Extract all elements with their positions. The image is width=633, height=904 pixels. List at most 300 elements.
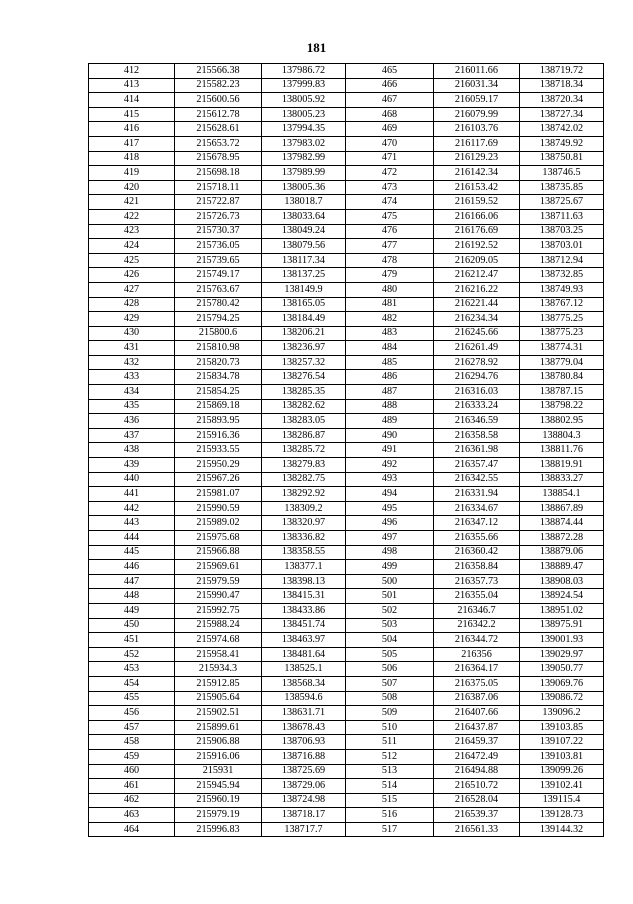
table-cell-y-coordinate: 138908.03 (520, 574, 604, 589)
table-cell-x-coordinate: 215958.41 (175, 647, 262, 662)
table-cell-point-number: 425 (89, 253, 175, 268)
table-cell-point-number: 473 (346, 180, 434, 195)
table-cell-point-number: 422 (89, 209, 175, 224)
table-cell-y-coordinate: 139001.93 (520, 633, 604, 648)
table-cell-y-coordinate: 138924.54 (520, 589, 604, 604)
table-cell-x-coordinate: 215905.64 (175, 691, 262, 706)
table-cell-y-coordinate: 139144.32 (520, 822, 604, 837)
coordinates-table-body (89, 64, 604, 837)
table-cell-x-coordinate: 215854.25 (175, 385, 262, 400)
table-row (89, 531, 604, 546)
table-cell-x-coordinate: 216216.22 (434, 282, 520, 297)
table-cell-point-number: 507 (346, 676, 434, 691)
table-cell-x-coordinate: 215988.24 (175, 618, 262, 633)
table-cell-x-coordinate: 216375.05 (434, 676, 520, 691)
table-cell-y-coordinate: 139107.22 (520, 735, 604, 750)
table-cell-point-number: 428 (89, 297, 175, 312)
table-row (89, 545, 604, 560)
table-cell-y-coordinate: 138463.97 (262, 633, 346, 648)
table-cell-point-number: 443 (89, 516, 175, 531)
table-cell-x-coordinate: 216346.59 (434, 414, 520, 429)
table-cell-y-coordinate: 138798.22 (520, 399, 604, 414)
table-cell-y-coordinate: 138854.1 (520, 487, 604, 502)
table-cell-point-number: 445 (89, 545, 175, 560)
table-cell-x-coordinate: 216539.37 (434, 808, 520, 823)
table-cell-point-number: 469 (346, 122, 434, 137)
table-row (89, 793, 604, 808)
table-row (89, 589, 604, 604)
table-cell-y-coordinate: 138711.63 (520, 209, 604, 224)
table-cell-x-coordinate: 216528.04 (434, 793, 520, 808)
table-cell-x-coordinate: 216347.12 (434, 516, 520, 531)
table-cell-y-coordinate: 139069.76 (520, 676, 604, 691)
table-cell-y-coordinate: 138718.34 (520, 78, 604, 93)
table-cell-y-coordinate: 138703.25 (520, 224, 604, 239)
table-cell-x-coordinate: 215933.55 (175, 443, 262, 458)
table-cell-point-number: 479 (346, 268, 434, 283)
table-cell-point-number: 444 (89, 531, 175, 546)
table-row (89, 355, 604, 370)
table-cell-y-coordinate: 138282.75 (262, 472, 346, 487)
table-cell-y-coordinate: 138774.31 (520, 341, 604, 356)
table-cell-x-coordinate: 216331.94 (434, 487, 520, 502)
table-cell-point-number: 424 (89, 239, 175, 254)
table-cell-x-coordinate: 216437.87 (434, 720, 520, 735)
table-cell-point-number: 437 (89, 428, 175, 443)
table-cell-y-coordinate: 138742.02 (520, 122, 604, 137)
table-cell-x-coordinate: 215820.73 (175, 355, 262, 370)
table-cell-x-coordinate: 216234.34 (434, 312, 520, 327)
table-cell-y-coordinate: 138779.04 (520, 355, 604, 370)
table-cell-y-coordinate: 138725.69 (262, 764, 346, 779)
table-cell-x-coordinate: 216459.37 (434, 735, 520, 750)
table-row (89, 633, 604, 648)
table-cell-y-coordinate: 138678.43 (262, 720, 346, 735)
table-cell-y-coordinate: 138802.95 (520, 414, 604, 429)
table-row (89, 458, 604, 473)
table-cell-y-coordinate: 138746.5 (520, 166, 604, 181)
table-cell-point-number: 491 (346, 443, 434, 458)
table-cell-x-coordinate: 215834.78 (175, 370, 262, 385)
table-cell-x-coordinate: 215726.73 (175, 209, 262, 224)
table-cell-point-number: 492 (346, 458, 434, 473)
table-cell-y-coordinate: 138975.91 (520, 618, 604, 633)
table-cell-point-number: 510 (346, 720, 434, 735)
table-cell-y-coordinate: 138804.3 (520, 428, 604, 443)
table-cell-x-coordinate: 216387.06 (434, 691, 520, 706)
table-row (89, 385, 604, 400)
table-cell-x-coordinate: 215899.61 (175, 720, 262, 735)
table-cell-point-number: 442 (89, 501, 175, 516)
table-cell-y-coordinate: 137994.35 (262, 122, 346, 137)
table-cell-point-number: 461 (89, 779, 175, 794)
table-cell-y-coordinate: 138872.28 (520, 531, 604, 546)
table-row (89, 268, 604, 283)
table-cell-x-coordinate: 216166.06 (434, 209, 520, 224)
table-row (89, 603, 604, 618)
table-cell-x-coordinate: 215996.83 (175, 822, 262, 837)
table-row (89, 195, 604, 210)
table-cell-y-coordinate: 137982.99 (262, 151, 346, 166)
table-cell-point-number: 503 (346, 618, 434, 633)
table-cell-point-number: 452 (89, 647, 175, 662)
table-cell-x-coordinate: 216355.04 (434, 589, 520, 604)
table-cell-point-number: 509 (346, 706, 434, 721)
table-cell-y-coordinate: 138279.83 (262, 458, 346, 473)
table-row (89, 662, 604, 677)
table-cell-point-number: 456 (89, 706, 175, 721)
table-cell-y-coordinate: 138285.35 (262, 385, 346, 400)
table-cell-x-coordinate: 216334.67 (434, 501, 520, 516)
table-cell-point-number: 488 (346, 399, 434, 414)
table-cell-x-coordinate: 216358.58 (434, 428, 520, 443)
table-cell-x-coordinate: 215600.56 (175, 93, 262, 108)
table-cell-y-coordinate: 138787.15 (520, 385, 604, 400)
table-cell-x-coordinate: 215934.3 (175, 662, 262, 677)
table-cell-y-coordinate: 138767.12 (520, 297, 604, 312)
table-cell-x-coordinate: 216342.55 (434, 472, 520, 487)
table-cell-point-number: 446 (89, 560, 175, 575)
table-cell-point-number: 418 (89, 151, 175, 166)
table-row (89, 691, 604, 706)
table-row (89, 676, 604, 691)
table-cell-y-coordinate: 139029.97 (520, 647, 604, 662)
table-row (89, 93, 604, 108)
table-cell-y-coordinate: 138718.17 (262, 808, 346, 823)
table-cell-point-number: 451 (89, 633, 175, 648)
table-row (89, 122, 604, 137)
table-cell-point-number: 502 (346, 603, 434, 618)
table-cell-point-number: 455 (89, 691, 175, 706)
table-cell-x-coordinate: 215902.51 (175, 706, 262, 721)
table-cell-x-coordinate: 215967.26 (175, 472, 262, 487)
table-row (89, 107, 604, 122)
table-cell-y-coordinate: 138720.34 (520, 93, 604, 108)
table-cell-point-number: 498 (346, 545, 434, 560)
table-cell-x-coordinate: 216364.17 (434, 662, 520, 677)
table-cell-y-coordinate: 138719.72 (520, 64, 604, 79)
table-cell-y-coordinate: 139086.72 (520, 691, 604, 706)
table-cell-y-coordinate: 138079.56 (262, 239, 346, 254)
table-cell-x-coordinate: 215974.68 (175, 633, 262, 648)
table-cell-x-coordinate: 215950.29 (175, 458, 262, 473)
table-cell-y-coordinate: 138631.71 (262, 706, 346, 721)
table-cell-point-number: 490 (346, 428, 434, 443)
table-row (89, 618, 604, 633)
table-cell-y-coordinate: 138749.92 (520, 136, 604, 151)
table-cell-x-coordinate: 216346.7 (434, 603, 520, 618)
table-cell-point-number: 467 (346, 93, 434, 108)
table-cell-point-number: 416 (89, 122, 175, 137)
table-cell-y-coordinate: 138703.01 (520, 239, 604, 254)
table-cell-x-coordinate: 216278.92 (434, 355, 520, 370)
table-cell-y-coordinate: 138117.34 (262, 253, 346, 268)
table-cell-point-number: 433 (89, 370, 175, 385)
table-cell-point-number: 421 (89, 195, 175, 210)
table-cell-y-coordinate: 138292.92 (262, 487, 346, 502)
table-row (89, 560, 604, 575)
table-cell-y-coordinate: 138149.9 (262, 282, 346, 297)
table-cell-y-coordinate: 138750.81 (520, 151, 604, 166)
table-cell-x-coordinate: 215975.68 (175, 531, 262, 546)
table-cell-point-number: 449 (89, 603, 175, 618)
table-cell-y-coordinate: 137989.99 (262, 166, 346, 181)
table-cell-point-number: 453 (89, 662, 175, 677)
table-cell-x-coordinate: 216472.49 (434, 749, 520, 764)
table-cell-y-coordinate: 138398.13 (262, 574, 346, 589)
table-cell-y-coordinate: 138775.23 (520, 326, 604, 341)
table-cell-point-number: 419 (89, 166, 175, 181)
table-cell-y-coordinate: 138481.64 (262, 647, 346, 662)
table-cell-y-coordinate: 138819.91 (520, 458, 604, 473)
table-cell-point-number: 432 (89, 355, 175, 370)
table-cell-x-coordinate: 216153.42 (434, 180, 520, 195)
table-cell-y-coordinate: 138283.05 (262, 414, 346, 429)
table-cell-point-number: 441 (89, 487, 175, 502)
table-cell-y-coordinate: 138729.06 (262, 779, 346, 794)
table-cell-x-coordinate: 215794.25 (175, 312, 262, 327)
table-cell-x-coordinate: 216358.84 (434, 560, 520, 575)
table-row (89, 443, 604, 458)
table-cell-point-number: 464 (89, 822, 175, 837)
table-cell-x-coordinate: 216129.23 (434, 151, 520, 166)
table-row (89, 282, 604, 297)
table-cell-y-coordinate: 137983.02 (262, 136, 346, 151)
table-cell-point-number: 413 (89, 78, 175, 93)
table-cell-point-number: 454 (89, 676, 175, 691)
table-cell-x-coordinate: 216079.99 (434, 107, 520, 122)
table-cell-y-coordinate: 139102.41 (520, 779, 604, 794)
table-row (89, 239, 604, 254)
table-cell-y-coordinate: 138257.32 (262, 355, 346, 370)
table-cell-y-coordinate: 138811.76 (520, 443, 604, 458)
page-number: 181 (306, 40, 327, 55)
table-cell-point-number: 463 (89, 808, 175, 823)
table-cell-y-coordinate: 138568.34 (262, 676, 346, 691)
table-cell-point-number: 436 (89, 414, 175, 429)
table-cell-x-coordinate: 216059.17 (434, 93, 520, 108)
table-cell-point-number: 517 (346, 822, 434, 837)
table-cell-x-coordinate: 216360.42 (434, 545, 520, 560)
table-cell-point-number: 476 (346, 224, 434, 239)
table-cell-point-number: 506 (346, 662, 434, 677)
table-cell-y-coordinate: 138358.55 (262, 545, 346, 560)
table-cell-x-coordinate: 215628.61 (175, 122, 262, 137)
table-row (89, 297, 604, 312)
table-cell-point-number: 501 (346, 589, 434, 604)
table-cell-y-coordinate: 138309.2 (262, 501, 346, 516)
table-cell-y-coordinate: 138005.23 (262, 107, 346, 122)
table-cell-x-coordinate: 215960.19 (175, 793, 262, 808)
table-row (89, 574, 604, 589)
table-row (89, 706, 604, 721)
table-cell-point-number: 423 (89, 224, 175, 239)
table-row (89, 487, 604, 502)
table-cell-x-coordinate: 216344.72 (434, 633, 520, 648)
table-cell-y-coordinate: 138285.72 (262, 443, 346, 458)
table-cell-point-number: 426 (89, 268, 175, 283)
table-cell-x-coordinate: 215931 (175, 764, 262, 779)
table-cell-y-coordinate: 138717.7 (262, 822, 346, 837)
table-cell-y-coordinate: 138780.84 (520, 370, 604, 385)
table-cell-point-number: 496 (346, 516, 434, 531)
table-cell-point-number: 465 (346, 64, 434, 79)
table-cell-x-coordinate: 215893.95 (175, 414, 262, 429)
table-row (89, 735, 604, 750)
table-cell-x-coordinate: 215582.23 (175, 78, 262, 93)
table-cell-y-coordinate: 138276.54 (262, 370, 346, 385)
table-cell-y-coordinate: 138749.93 (520, 282, 604, 297)
table-cell-y-coordinate: 138716.88 (262, 749, 346, 764)
table-cell-point-number: 515 (346, 793, 434, 808)
table-cell-y-coordinate: 138775.25 (520, 312, 604, 327)
table-cell-y-coordinate: 139099.26 (520, 764, 604, 779)
table-cell-x-coordinate: 216011.66 (434, 64, 520, 79)
table-row (89, 370, 604, 385)
table-cell-point-number: 450 (89, 618, 175, 633)
table-cell-y-coordinate: 138286.87 (262, 428, 346, 443)
table-cell-point-number: 513 (346, 764, 434, 779)
table-cell-x-coordinate: 215612.78 (175, 107, 262, 122)
table-cell-x-coordinate: 215990.47 (175, 589, 262, 604)
table-cell-x-coordinate: 215763.67 (175, 282, 262, 297)
table-cell-point-number: 460 (89, 764, 175, 779)
table-cell-point-number: 508 (346, 691, 434, 706)
table-cell-point-number: 412 (89, 64, 175, 79)
table-cell-point-number: 474 (346, 195, 434, 210)
table-cell-point-number: 435 (89, 399, 175, 414)
table-cell-point-number: 499 (346, 560, 434, 575)
table-row (89, 312, 604, 327)
table-cell-x-coordinate: 215979.59 (175, 574, 262, 589)
table-cell-x-coordinate: 216209.05 (434, 253, 520, 268)
table-cell-point-number: 500 (346, 574, 434, 589)
table-cell-x-coordinate: 216357.73 (434, 574, 520, 589)
table-cell-y-coordinate: 138735.85 (520, 180, 604, 195)
table-row (89, 472, 604, 487)
table-cell-x-coordinate: 215653.72 (175, 136, 262, 151)
table-cell-x-coordinate: 215718.11 (175, 180, 262, 195)
table-cell-point-number: 434 (89, 385, 175, 400)
table-cell-y-coordinate: 137986.72 (262, 64, 346, 79)
table-cell-y-coordinate: 139050.77 (520, 662, 604, 677)
table-cell-point-number: 459 (89, 749, 175, 764)
table-cell-y-coordinate: 138732.85 (520, 268, 604, 283)
table-cell-point-number: 447 (89, 574, 175, 589)
table-cell-x-coordinate: 216031.34 (434, 78, 520, 93)
table-row (89, 808, 604, 823)
table-cell-y-coordinate: 139103.81 (520, 749, 604, 764)
table-cell-point-number: 462 (89, 793, 175, 808)
table-cell-y-coordinate: 138724.98 (262, 793, 346, 808)
table-cell-y-coordinate: 138712.94 (520, 253, 604, 268)
table-cell-x-coordinate: 215678.95 (175, 151, 262, 166)
table-cell-point-number: 477 (346, 239, 434, 254)
table-row (89, 764, 604, 779)
table-cell-point-number: 486 (346, 370, 434, 385)
table-cell-x-coordinate: 215566.38 (175, 64, 262, 79)
table-cell-point-number: 420 (89, 180, 175, 195)
table-row (89, 647, 604, 662)
table-cell-point-number: 504 (346, 633, 434, 648)
table-row (89, 136, 604, 151)
table-cell-x-coordinate: 216407.66 (434, 706, 520, 721)
table-cell-x-coordinate: 216355.66 (434, 531, 520, 546)
table-cell-point-number: 448 (89, 589, 175, 604)
table-cell-y-coordinate: 138727.34 (520, 107, 604, 122)
table-row (89, 78, 604, 93)
table-cell-y-coordinate: 138377.1 (262, 560, 346, 575)
table-cell-point-number: 440 (89, 472, 175, 487)
table-cell-x-coordinate: 215722.87 (175, 195, 262, 210)
table-cell-point-number: 466 (346, 78, 434, 93)
table-cell-x-coordinate: 216117.69 (434, 136, 520, 151)
coordinates-table (88, 63, 604, 837)
table-cell-x-coordinate: 216333.24 (434, 399, 520, 414)
table-cell-x-coordinate: 215906.88 (175, 735, 262, 750)
table-cell-x-coordinate: 216357.47 (434, 458, 520, 473)
table-row (89, 224, 604, 239)
table-cell-y-coordinate: 138706.93 (262, 735, 346, 750)
table-cell-x-coordinate: 216356 (434, 647, 520, 662)
table-cell-point-number: 485 (346, 355, 434, 370)
table-cell-point-number: 475 (346, 209, 434, 224)
table-cell-y-coordinate: 138165.05 (262, 297, 346, 312)
table-cell-point-number: 478 (346, 253, 434, 268)
table-cell-y-coordinate: 138874.44 (520, 516, 604, 531)
table-cell-y-coordinate: 138033.64 (262, 209, 346, 224)
table-cell-point-number: 417 (89, 136, 175, 151)
table-cell-point-number: 497 (346, 531, 434, 546)
table-cell-point-number: 429 (89, 312, 175, 327)
table-cell-y-coordinate: 139096.2 (520, 706, 604, 721)
table-cell-y-coordinate: 139115.4 (520, 793, 604, 808)
table-row (89, 428, 604, 443)
table-row (89, 749, 604, 764)
table-cell-x-coordinate: 215749.17 (175, 268, 262, 283)
table-cell-point-number: 427 (89, 282, 175, 297)
table-row (89, 720, 604, 735)
table-cell-point-number: 458 (89, 735, 175, 750)
table-cell-y-coordinate: 139128.73 (520, 808, 604, 823)
table-row (89, 209, 604, 224)
table-cell-y-coordinate: 138005.36 (262, 180, 346, 195)
table-cell-y-coordinate: 138184.49 (262, 312, 346, 327)
table-cell-x-coordinate: 216192.52 (434, 239, 520, 254)
table-cell-x-coordinate: 215981.07 (175, 487, 262, 502)
table-cell-y-coordinate: 138282.62 (262, 399, 346, 414)
table-cell-y-coordinate: 138137.25 (262, 268, 346, 283)
table-cell-point-number: 415 (89, 107, 175, 122)
table-cell-x-coordinate: 215780.42 (175, 297, 262, 312)
table-cell-x-coordinate: 215869.18 (175, 399, 262, 414)
table-row (89, 414, 604, 429)
table-cell-point-number: 514 (346, 779, 434, 794)
table-cell-x-coordinate: 216212.47 (434, 268, 520, 283)
table-cell-point-number: 487 (346, 385, 434, 400)
table-cell-x-coordinate: 215992.75 (175, 603, 262, 618)
table-cell-y-coordinate: 138049.24 (262, 224, 346, 239)
table-cell-x-coordinate: 215736.05 (175, 239, 262, 254)
table-cell-y-coordinate: 138415.31 (262, 589, 346, 604)
table-cell-x-coordinate: 216103.76 (434, 122, 520, 137)
table-cell-x-coordinate: 215945.94 (175, 779, 262, 794)
table-cell-y-coordinate: 138005.92 (262, 93, 346, 108)
table-cell-x-coordinate: 215989.02 (175, 516, 262, 531)
table-cell-x-coordinate: 216494.88 (434, 764, 520, 779)
table-cell-point-number: 482 (346, 312, 434, 327)
table-cell-y-coordinate: 138018.7 (262, 195, 346, 210)
